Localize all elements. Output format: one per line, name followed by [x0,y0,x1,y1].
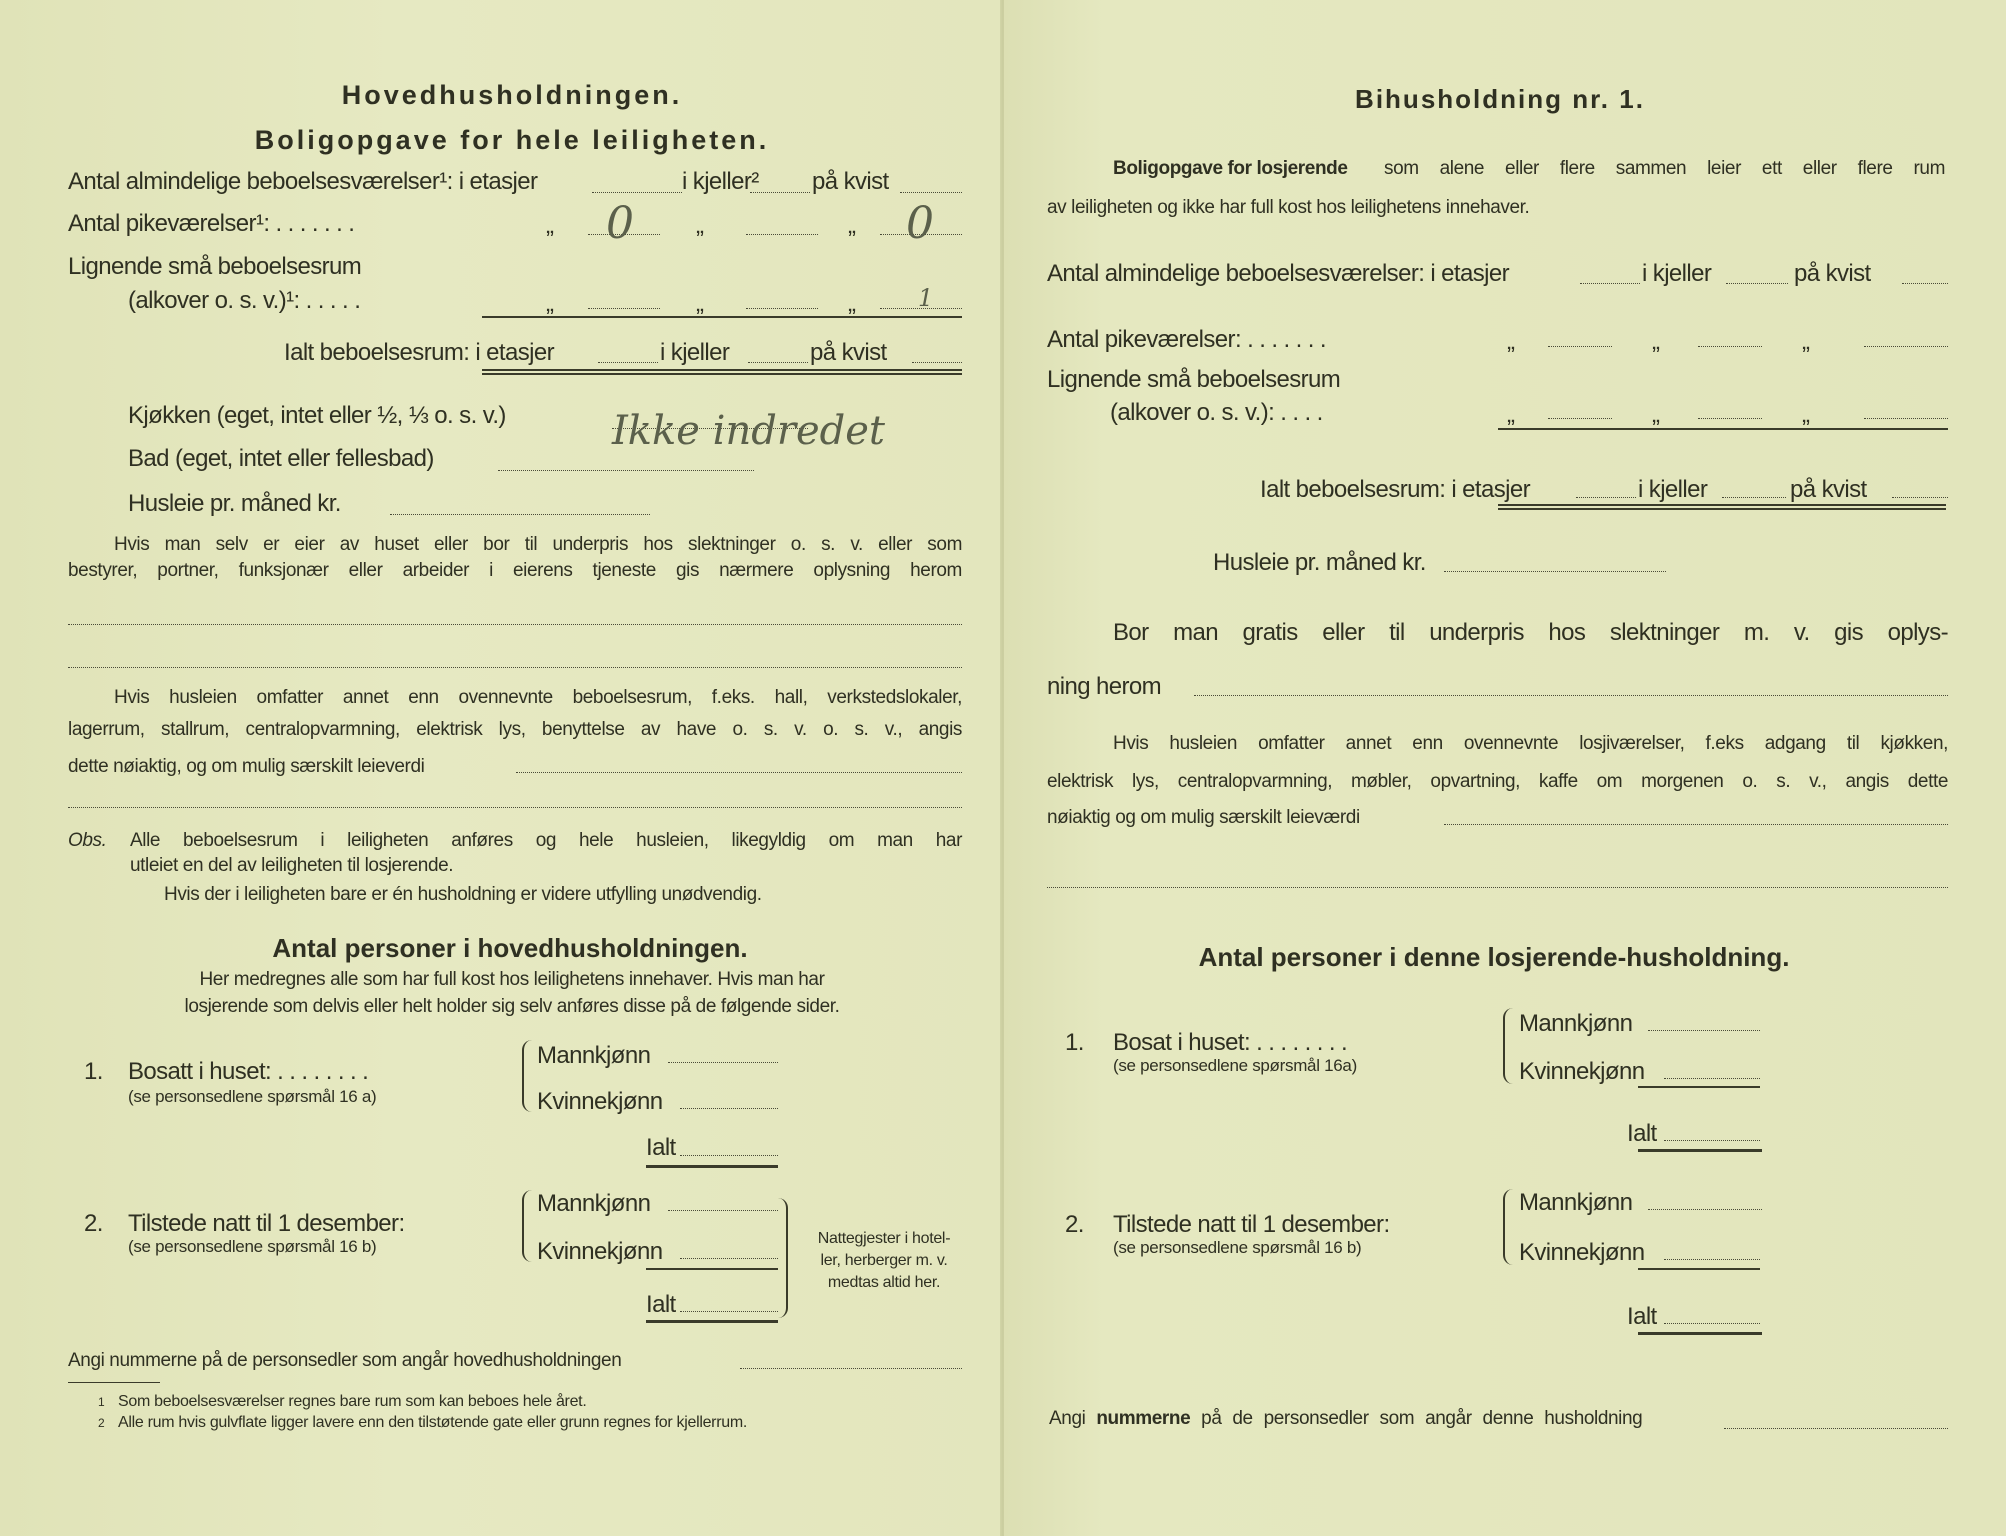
male-label: Mannkjønn [537,1042,651,1069]
handwritten-value: 1 [918,284,934,312]
total-label: Ialt [1627,1303,1657,1330]
ditto-mark: „ [848,212,856,239]
page-title: Hovedhusholdningen. [341,80,683,110]
persons-title: Antal personer i hovedhusholdningen. [272,933,748,963]
ditto-mark: „ [1652,401,1660,428]
person-numbers-label [1049,1408,1642,1430]
alcove-etasjer-field [588,308,660,309]
ditto-mark: „ [848,290,856,317]
q2-label: Tilstede natt til 1 desember: [128,1210,405,1237]
total-etasjer-field [598,362,658,363]
ditto-mark: „ [1507,328,1515,355]
bath-field [498,470,754,471]
page-title: Bihusholdning nr. 1. [1355,84,1645,114]
brace [522,1040,532,1112]
rooms-kjeller-field [1726,283,1788,284]
q2-total-field [1664,1323,1760,1324]
small-rooms-label: Lignende små beboelsesrum [1047,366,1341,393]
inclusion-note-line: lagerrum, stallrum, centralopvarmning, elektrisk lys, benyttelse av have o. s. v. o. s. v., angis [68,719,962,740]
total-kjeller-label: i kjeller [660,339,730,366]
rooms-kvist-label: på kvist [1794,260,1871,287]
total-rule [1638,1332,1762,1335]
female-label: Kvinnekjønn [1519,1239,1645,1266]
ditto-mark: „ [1802,401,1810,428]
ditto-mark: „ [546,290,554,317]
small-rooms-label: Lignende små beboelsesrum [68,253,362,280]
q2-sub: (se personsedlene spørsmål 16 b) [128,1237,377,1256]
ditto-mark: „ [696,290,704,317]
free-info-field [1194,695,1948,696]
sum-rule [1638,1086,1760,1088]
total-kjeller-label: i kjeller [1638,476,1708,503]
rooms-kjeller-label: i kjeller [1642,260,1712,287]
footnote-rule [68,1382,160,1383]
handwritten-value: 0 [906,198,934,249]
male-label: Mannkjønn [1519,1010,1633,1037]
maid-kvist-field [1864,346,1948,347]
inclusion-note-line: nøiaktig og om mulig særskilt leieværdi [1047,807,1360,828]
alcove-label: (alkover o. s. v.)¹: . . . . . [128,287,361,314]
owner-info-field [68,624,962,625]
q2-sub: (se personsedlene spørsmål 16 b) [1113,1238,1362,1257]
rooms-kjeller-label: i kjeller² [682,168,759,195]
footnote-mark: 1 [98,1395,105,1409]
person-numbers-field [1724,1428,1948,1429]
total-kvist-field [1892,497,1948,498]
owner-info-field [68,667,962,668]
female-label: Kvinnekjønn [537,1238,663,1265]
alcove-etasjer-field [1548,418,1612,419]
ditto-mark: „ [1507,401,1515,428]
persons-title: Antal personer i denne losjerende-husholdning. [1198,942,1790,972]
q2-total-field [680,1311,778,1312]
total-rooms-label: Ialt beboelsesrum: i etasjer [284,339,555,366]
person-numbers-bold: nummerne [1096,1408,1191,1429]
maid-kjeller-field [1698,346,1762,347]
sum-rule [1638,1268,1760,1270]
ditto-mark: „ [546,212,554,239]
total-etasjer-field [1576,497,1636,498]
total-rooms-label: Ialt beboelsesrum: i etasjer [1260,476,1531,503]
male-label: Mannkjønn [1519,1189,1633,1216]
obs-label: Obs. [68,830,107,851]
q1-female-field [1664,1078,1760,1079]
q1-sub: (se personsedlene spørsmål 16a) [1113,1056,1357,1075]
rooms-etasjer-field [1580,283,1640,284]
total-double-rule [482,369,962,375]
q2-label: Tilstede natt til 1 desember: [1113,1211,1390,1238]
rooms-label: Antal almindelige beboelsesværelser: i etasjer [1047,260,1509,287]
maid-etasjer-field [1548,346,1612,347]
alcove-kvist-field [1864,418,1948,419]
q1-total-field [1664,1140,1760,1141]
person-numbers-pre: Angi [1049,1408,1086,1429]
female-label: Kvinnekjønn [537,1088,663,1115]
inclusion-note-line: elektrisk lys, centralopvarmning, møbler, opvartning, kaffe om morgenen o. s. v., angis dette [1047,771,1948,792]
person-numbers-field [740,1368,962,1369]
footnote-1: Som beboelsesværelser regnes bare rum som kan beboes hele året. [118,1393,587,1410]
night-guest-note: medtas altid her. [827,1274,941,1291]
maid-rooms-label: Antal pikeværelser¹: . . . . . . . [68,210,355,237]
rooms-kjeller-field [750,192,810,193]
footnote-2: Alle rum hvis gulvflate ligger lavere enn den tilstøtende gate eller grunn regnes for kjellerrum. [118,1414,748,1431]
handwritten-kitchen-bath: Ikke indredet [612,408,885,454]
q1-sub: (se personsedlene spørsmål 16 a) [128,1087,377,1106]
owner-note-line: bestyrer, portner, funksjonær eller arbeider i eierens tjeneste gis nærmere oplysning herom [68,560,962,581]
owner-note-line: Hvis man selv er eier av huset eller bor til underpris hos slektninger o. s. v. eller som [114,534,962,555]
intro-bold: Boligopgave for losjerende [1113,158,1348,179]
page-subtitle: Boligopgave for hele leiligheten. [254,125,770,155]
handwritten-value: 0 [606,198,634,249]
alcove-label: (alkover o. s. v.): . . . . [1110,399,1323,426]
rooms-kvist-label: på kvist [812,168,889,195]
total-rule [646,1320,778,1323]
q2-number: 2. [84,1210,103,1237]
sum-rule [1498,428,1948,430]
right-page-sub-household [1004,0,2006,1536]
free-note-line: ning herom [1047,673,1162,700]
maid-rooms-label: Antal pikeværelser: . . . . . . . [1047,326,1326,353]
q2-female-field [1664,1259,1760,1260]
obs-line: Hvis der i leiligheten bare er én husholdning er videre utfylling unødvendig. [164,884,762,905]
total-label: Ialt [1627,1120,1657,1147]
bath-label: Bad (eget, intet eller fellesbad) [128,445,434,472]
inclusion-note-line: Hvis husleien omfatter annet enn ovennevnte losjiværelser, f.eks adgang til kjøkken, [1113,733,1948,754]
total-kvist-label: på kvist [810,339,887,366]
alcove-kjeller-field [1698,418,1762,419]
q1-label: Bosat i huset: . . . . . . . . [1113,1029,1348,1056]
obs-line: utleiet en del av leiligheten til losjerende. [130,855,454,876]
q1-female-field [680,1108,778,1109]
total-kjeller-field [1722,497,1786,498]
inclusion-note-line: dette nøiaktig, og om mulig særskilt leieverdi [68,756,425,777]
rooms-kvist-field [1902,283,1948,284]
night-guest-note: Nattegjester i hotel- [817,1230,951,1247]
total-label: Ialt [646,1291,676,1318]
total-rule [1638,1149,1762,1152]
brace [1503,1189,1513,1265]
ditto-mark: „ [696,212,704,239]
brace [1503,1008,1513,1084]
q1-total-field [680,1155,778,1156]
q1-male-field [1648,1030,1760,1031]
intro-line: av leiligheten og ikke har full kost hos leilighetens innehaver. [1047,197,1530,218]
brace [778,1198,788,1318]
q2-female-field [680,1258,778,1259]
rent-field [1444,571,1666,572]
inclusion-field [68,807,962,808]
rooms-kvist-field [900,192,962,193]
rooms-label: Antal almindelige beboelsesværelser¹: i etasjer [68,168,538,195]
total-kjeller-field [748,362,808,363]
total-rule [646,1165,778,1168]
person-numbers-post: på de personsedler som angår denne husholdning [1201,1408,1643,1429]
q1-number: 1. [1065,1029,1084,1056]
total-kvist-label: på kvist [1790,476,1867,503]
q2-male-field [668,1210,778,1211]
footnote-mark: 2 [98,1416,105,1430]
q2-number: 2. [1065,1211,1084,1238]
rooms-etasjer-field [592,192,682,193]
q1-male-field [668,1062,778,1063]
q2-male-field [1648,1209,1762,1210]
ditto-mark: „ [1802,328,1810,355]
rent-label: Husleie pr. måned kr. [128,490,341,517]
male-label: Mannkjønn [537,1190,651,1217]
rent-field [390,514,650,515]
free-note-line: Bor man gratis eller til underpris hos slektninger m. v. gis oplys- [1113,619,1948,646]
persons-note-line: losjerende som delvis eller helt holder sig selv anføres disse på de følgende sider. [184,996,840,1017]
kitchen-label: Kjøkken (eget, intet eller ½, ⅓ o. s. v.) [128,402,506,429]
maid-kjeller-field [746,234,818,235]
total-kvist-field [912,362,962,363]
ditto-mark: „ [1652,328,1660,355]
total-double-rule [1498,504,1946,510]
q1-number: 1. [84,1058,103,1085]
q1-label: Bosatt i huset: . . . . . . . . [128,1058,369,1085]
intro-line: som alene eller flere sammen leier ett eller flere rum [1384,158,1945,179]
rent-value-field [1444,824,1948,825]
persons-note-line: Her medregnes alle som har full kost hos leilighetens innehaver. Hvis man har [199,969,825,990]
brace [522,1190,532,1262]
female-label: Kvinnekjønn [1519,1058,1645,1085]
total-label: Ialt [646,1134,676,1161]
person-numbers-label: Angi nummerne på de personsedler som angår hovedhusholdningen [68,1350,622,1371]
obs-line: Alle beboelsesrum i leiligheten anføres og hele husleien, likegyldig om man har [130,830,962,851]
night-guest-note: ler, herberger m. v. [820,1252,948,1269]
rent-value-field [516,772,962,773]
sum-rule [482,316,962,318]
alcove-kjeller-field [746,308,818,309]
inclusion-note-line: Hvis husleien omfatter annet enn ovennevnte beboelsesrum, f.eks. hall, verkstedslokaler, [114,687,962,708]
inclusion-field [1047,887,1948,888]
rent-label: Husleie pr. måned kr. [1213,549,1426,576]
sum-rule [646,1268,778,1270]
